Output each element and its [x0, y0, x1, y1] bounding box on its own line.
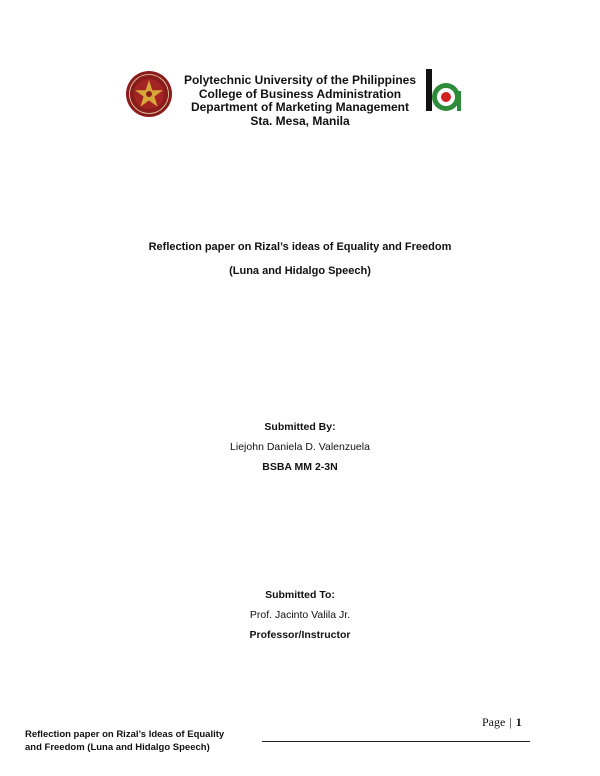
footer-rule [262, 741, 530, 742]
college-logo-icon [424, 67, 462, 115]
submitted-by-label: Submitted By: [264, 421, 336, 433]
department-name: Department of Marketing Management [190, 100, 410, 114]
campus-location: Sta. Mesa, Manila [250, 113, 350, 128]
footer-line-2: and Freedom (Luna and Hidalgo Speech) [25, 742, 210, 753]
professor-role: Professor/Instructor [249, 629, 351, 641]
page-number [482, 715, 522, 730]
submitted-to-section [0, 589, 600, 641]
professor-name: Prof. Jacinto Valila Jr. [249, 609, 351, 621]
college-name: College of Business Administration [198, 86, 402, 101]
paper-subtitle: (Luna and Hidalgo Speech) [229, 265, 371, 277]
page-number-value: 1 [515, 715, 522, 729]
footer-title [25, 728, 224, 754]
paper-title: Reflection paper on Rizal’s ideas of Equality and Freedom [148, 241, 452, 253]
page-separator: | [509, 715, 512, 729]
institution-header [175, 74, 425, 128]
footer-line-1: Reflection paper on Rizal’s Ideas of Equality [25, 729, 225, 740]
submitted-by-section [0, 421, 600, 473]
submitted-to-label: Submitted To: [265, 589, 335, 601]
university-seal-icon [125, 70, 173, 118]
student-name: Liejohn Daniela D. Valenzuela [230, 441, 370, 453]
university-name: Polytechnic University of the Philippines [183, 73, 417, 87]
page-label: Page [482, 715, 506, 729]
student-section: BSBA MM 2-3N [262, 461, 338, 473]
